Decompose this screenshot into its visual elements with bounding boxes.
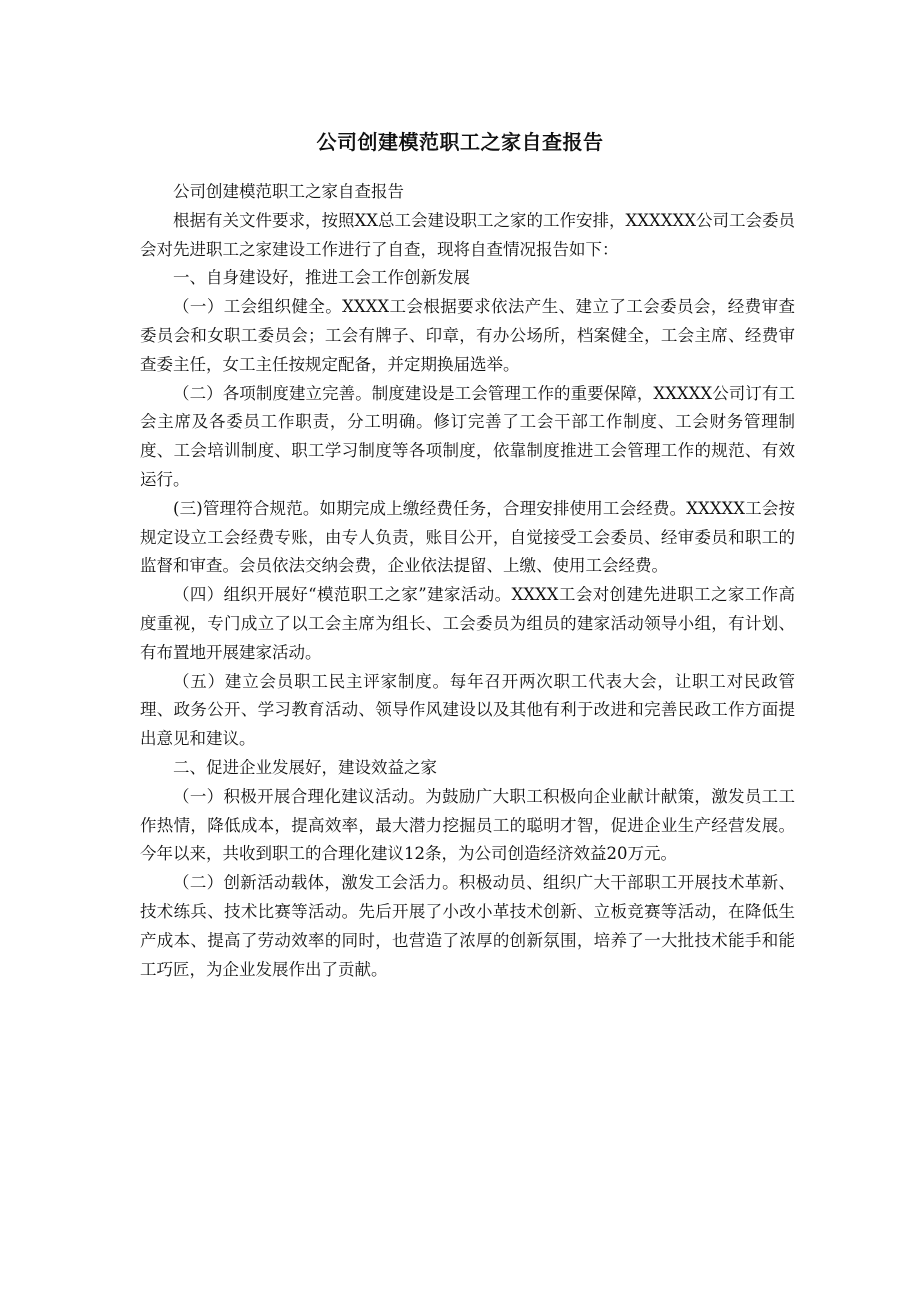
paragraph-1-3: (三)管理符合规范。如期完成上缴经费任务，合理安排使用工会经费。XXXXX工会按规定设立工会经费专账，由专人负责，账目公开，自觉接受工会委员、经审委员和职工的监督和审查。会员依法交纳会费，企业依法提留、上缴、使用工会经费。 <box>140 498 795 576</box>
paragraph-2-1: （一）积极开展合理化建议活动。为鼓励广大职工积极向企业献计献策，激发员工工作热情，降低成本，提高效率，最大潜力挖掘员工的聪明才智，促进企业生产经营发展。今年以来，共收到职工的合理化建议12条，为公司创造经济效益20万元。 <box>140 786 795 864</box>
section-heading-1: 一、自身建设好，推进工会工作创新发展 <box>173 268 470 288</box>
section-heading-2: 二、促进企业发展好，建设效益之家 <box>173 757 437 777</box>
paragraph-1-2: （二）各项制度建立完善。制度建设是工会管理工作的重要保障，XXXXX公司订有工会主席及各委员工作职责，分工明确。修订完善了工会干部工作制度、工会财务管理制度、工会培训制度、职工学习制度等各项制度，依靠制度推进工会管理工作的规范、有效运行。 <box>140 383 795 489</box>
document-body <box>140 178 795 984</box>
paragraph-2-2: （二）创新活动载体，激发工会活力。积极动员、组织广大干部职工开展技术革新、技术练兵、技术比赛等活动。先后开展了小改小革技术创新、立板竞赛等活动，在降低生产成本、提高了劳动效率的同时，也营造了浓厚的创新氛围，培养了一大批技术能手和能工巧匠，为企业发展作出了贡献。 <box>140 873 795 979</box>
intro-paragraph: 根据有关文件要求，按照XX总工会建设职工之家的工作安排，XXXXXX公司工会委员会对先进职工之家建设工作进行了自查，现将自查情况报告如下： <box>140 210 795 259</box>
document-title: 公司创建模范职工之家自查报告 <box>316 130 604 155</box>
paragraph-1-4: （四）组织开展好“模范职工之家”建家活动。XXXX工会对创建先进职工之家工作高度重视，专门成立了以工会主席为组长、工会委员为组员的建家活动领导小组，有计划、有布置地开展建家活动。 <box>140 585 795 662</box>
paragraph-1-1: （一）工会组织健全。XXXX工会根据要求依法产生、建立了工会委员会，经费审查委员会和女职工委员会；工会有牌子、印章，有办公场所，档案健全，工会主席、经费审查委主任，女工主任按规定配备，并定期换届选举。 <box>140 297 795 374</box>
paragraph-1-5: （五）建立会员职工民主评家制度。每年召开两次职工代表大会，让职工对民政管理、政务公开、学习教育活动、领导作风建设以及其他有利于改进和完善民政工作方面提出意见和建议。 <box>140 671 795 749</box>
subtitle-paragraph: 公司创建模范职工之家自查报告 <box>173 182 404 201</box>
